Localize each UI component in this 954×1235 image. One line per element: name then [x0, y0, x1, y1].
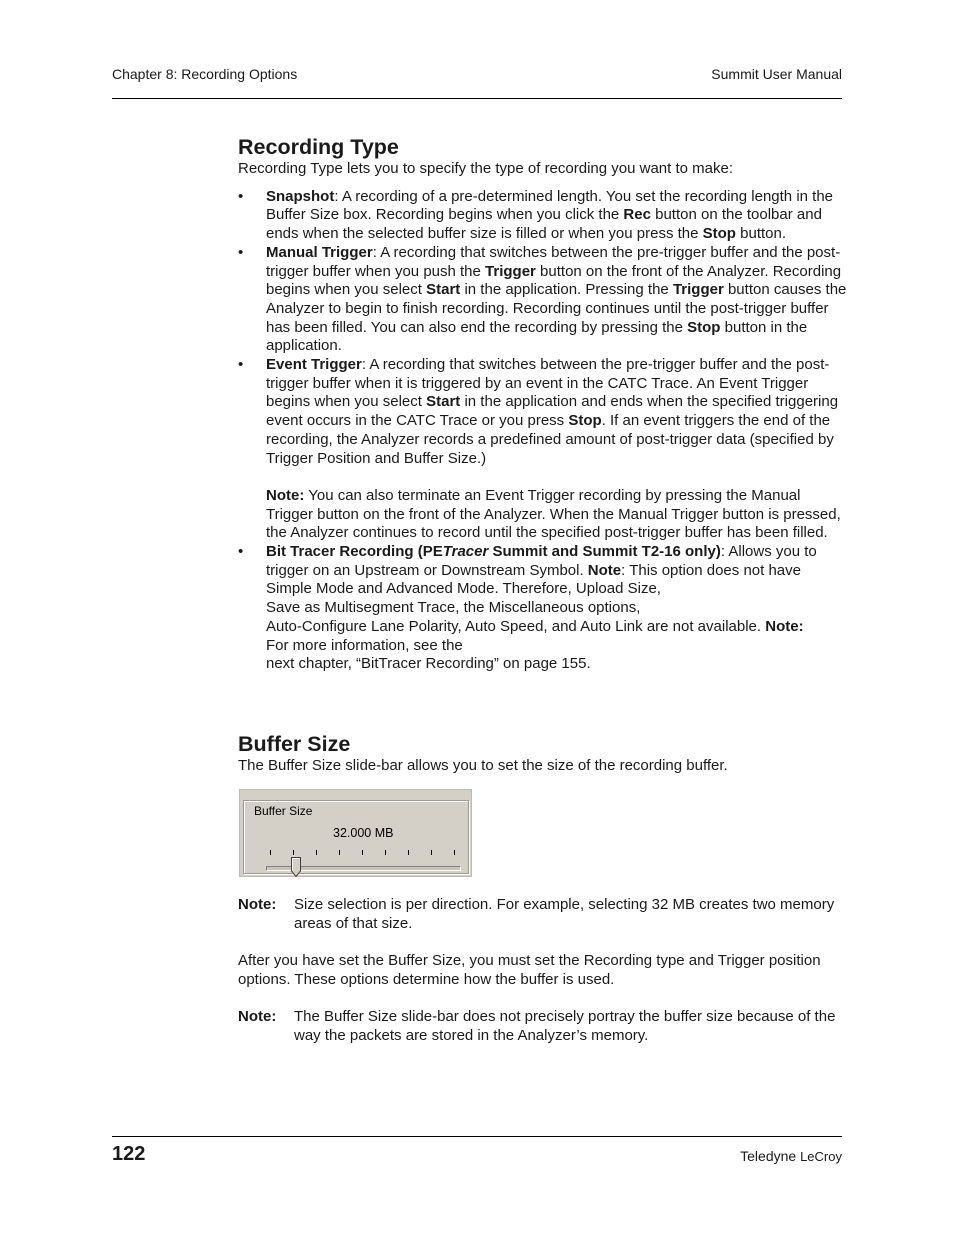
slider-tick — [270, 850, 271, 855]
text: For more information, see the — [266, 636, 463, 654]
section-heading-recording-type: Recording Type — [238, 135, 399, 159]
term-stop: Stop — [687, 318, 721, 336]
running-header-chapter: Chapter 8: Recording Options — [112, 66, 298, 82]
note-label: Note: — [238, 1008, 277, 1026]
term-trigger: Trigger — [485, 262, 536, 280]
text: . If an event triggers the end of the recording, the Analyzer records a predefined amount of post-trigger data (specified by Trigger Position and Buffer Size.) — [266, 412, 834, 467]
term-snapshot: Snapshot — [266, 187, 335, 205]
note-label: Note: — [765, 617, 804, 635]
text: : A recording of a pre-determined length. You set the recording length in the Buffer Size box. Recording begins when you click the — [266, 187, 834, 224]
term-start: Start — [426, 281, 461, 299]
note-text: Size selection is per direction. For example, selecting 32 MB creates two memory areas of that size. — [294, 896, 835, 932]
list-item-event-trigger — [238, 356, 848, 543]
groupbox-label: Buffer Size — [254, 804, 313, 818]
buffer-size-groupbox — [243, 800, 469, 874]
text: button. — [735, 225, 787, 243]
buffer-size-value: 32.000 MB — [333, 826, 394, 840]
note-label: Note: — [266, 486, 305, 504]
text: Save as Multisegment Trace, the Miscellaneous options, — [266, 599, 641, 617]
term-stop: Stop — [568, 412, 602, 430]
text: : A recording that switches between the pre-trigger buffer and the post-trigger buffer when it is triggered by an event in the CATC Trace. An Event Trigger begins when you select — [266, 356, 830, 411]
text: Teledyne — [740, 1148, 797, 1164]
slider-tick — [293, 850, 294, 855]
term-manual-trigger: Manual Trigger — [266, 243, 373, 261]
slider-tick — [339, 850, 340, 855]
list-item-bit-tracer — [238, 543, 848, 674]
slider-tick — [385, 850, 386, 855]
header-rule — [112, 98, 842, 99]
slider-tick — [362, 850, 363, 855]
slider-thumb[interactable] — [291, 857, 301, 877]
text: next chapter, “BitTracer Recording” on page 155. — [266, 655, 591, 673]
text: button in the application. — [266, 318, 808, 355]
term-start: Start — [426, 393, 461, 411]
recording-type-list — [238, 188, 848, 674]
footer-company — [740, 1148, 842, 1164]
recording-type-intro: Recording Type lets you to specify the type of recording you want to make: — [238, 160, 733, 177]
buffer-size-section — [238, 732, 848, 776]
term-stop: Stop — [702, 225, 736, 243]
buffer-size-widget — [239, 789, 472, 877]
text: You can also terminate an Event Trigger recording by pressing the Manual Trigger button on the front of the Analyzer. When the Manual Trigger button is pressed, the Analyzer continues to record until the specified post-trigger buffer has been filled. — [266, 486, 841, 542]
slider-tick — [408, 850, 409, 855]
footer-rule — [112, 1136, 842, 1137]
text: Bit Tracer Recording (PE — [266, 543, 443, 561]
text: button causes the Analyzer to begin to finish recording. Recording continues until the post-trigger buffer has been filled. You can also end the recording by pressing the — [266, 281, 847, 336]
running-header-manual: Summit User Manual — [711, 66, 842, 82]
slider-tick — [431, 850, 432, 855]
text: button on the front of the Analyzer. Recording begins when you select — [266, 262, 842, 299]
note-label: Note — [587, 561, 622, 579]
buffer-size-notes — [238, 896, 848, 1046]
note-label: Note: — [238, 896, 277, 913]
note-slide-bar — [238, 1008, 848, 1045]
note-per-direction — [238, 896, 848, 933]
list-item-snapshot — [238, 188, 848, 244]
recording-type-section — [238, 135, 848, 674]
text: Tracer — [442, 543, 489, 561]
slider-tick — [316, 850, 317, 855]
text: in the application. Pressing the — [460, 281, 673, 299]
text: Auto-Configure Lane Polarity, Auto Speed, and Auto Link are not available. — [266, 617, 766, 635]
term-rec: Rec — [623, 206, 651, 224]
text: LeCroy — [800, 1149, 842, 1164]
text: Summit and Summit T2-16 only) — [488, 543, 721, 561]
term-event-trigger: Event Trigger — [266, 356, 362, 374]
text: : This option does not have Simple Mode and Advanced Mode. Therefore, Upload Size, — [266, 561, 801, 598]
page-number: 122 — [112, 1143, 146, 1165]
text: in the application and ends when the specified triggering event occurs in the CATC Trace or you press — [266, 393, 839, 430]
buffer-size-paragraph: After you have set the Buffer Size, you must set the Recording type and Trigger position options. These options determine how the buffer is used. — [238, 952, 821, 988]
section-heading-buffer-size: Buffer Size — [238, 732, 351, 756]
term-bit-tracer — [266, 543, 721, 560]
text: button on the toolbar and ends when the selected buffer size is filled or when you press the — [266, 206, 822, 243]
term-trigger: Trigger — [672, 281, 724, 299]
list-item-manual-trigger — [238, 244, 848, 356]
text: : A recording that switches between the pre-trigger buffer and the post-trigger buffer when you push the — [266, 243, 841, 280]
buffer-size-intro: The Buffer Size slide-bar allows you to set the size of the recording buffer. — [238, 757, 728, 774]
slider-tick — [454, 850, 455, 855]
event-trigger-note — [266, 487, 848, 543]
note-text: The Buffer Size slide-bar does not precisely portray the buffer size because of the way the packets are stored in the Analyzer’s memory. — [294, 1008, 836, 1044]
text: : Allows you to trigger on an Upstream or Downstream Symbol. — [266, 543, 817, 579]
